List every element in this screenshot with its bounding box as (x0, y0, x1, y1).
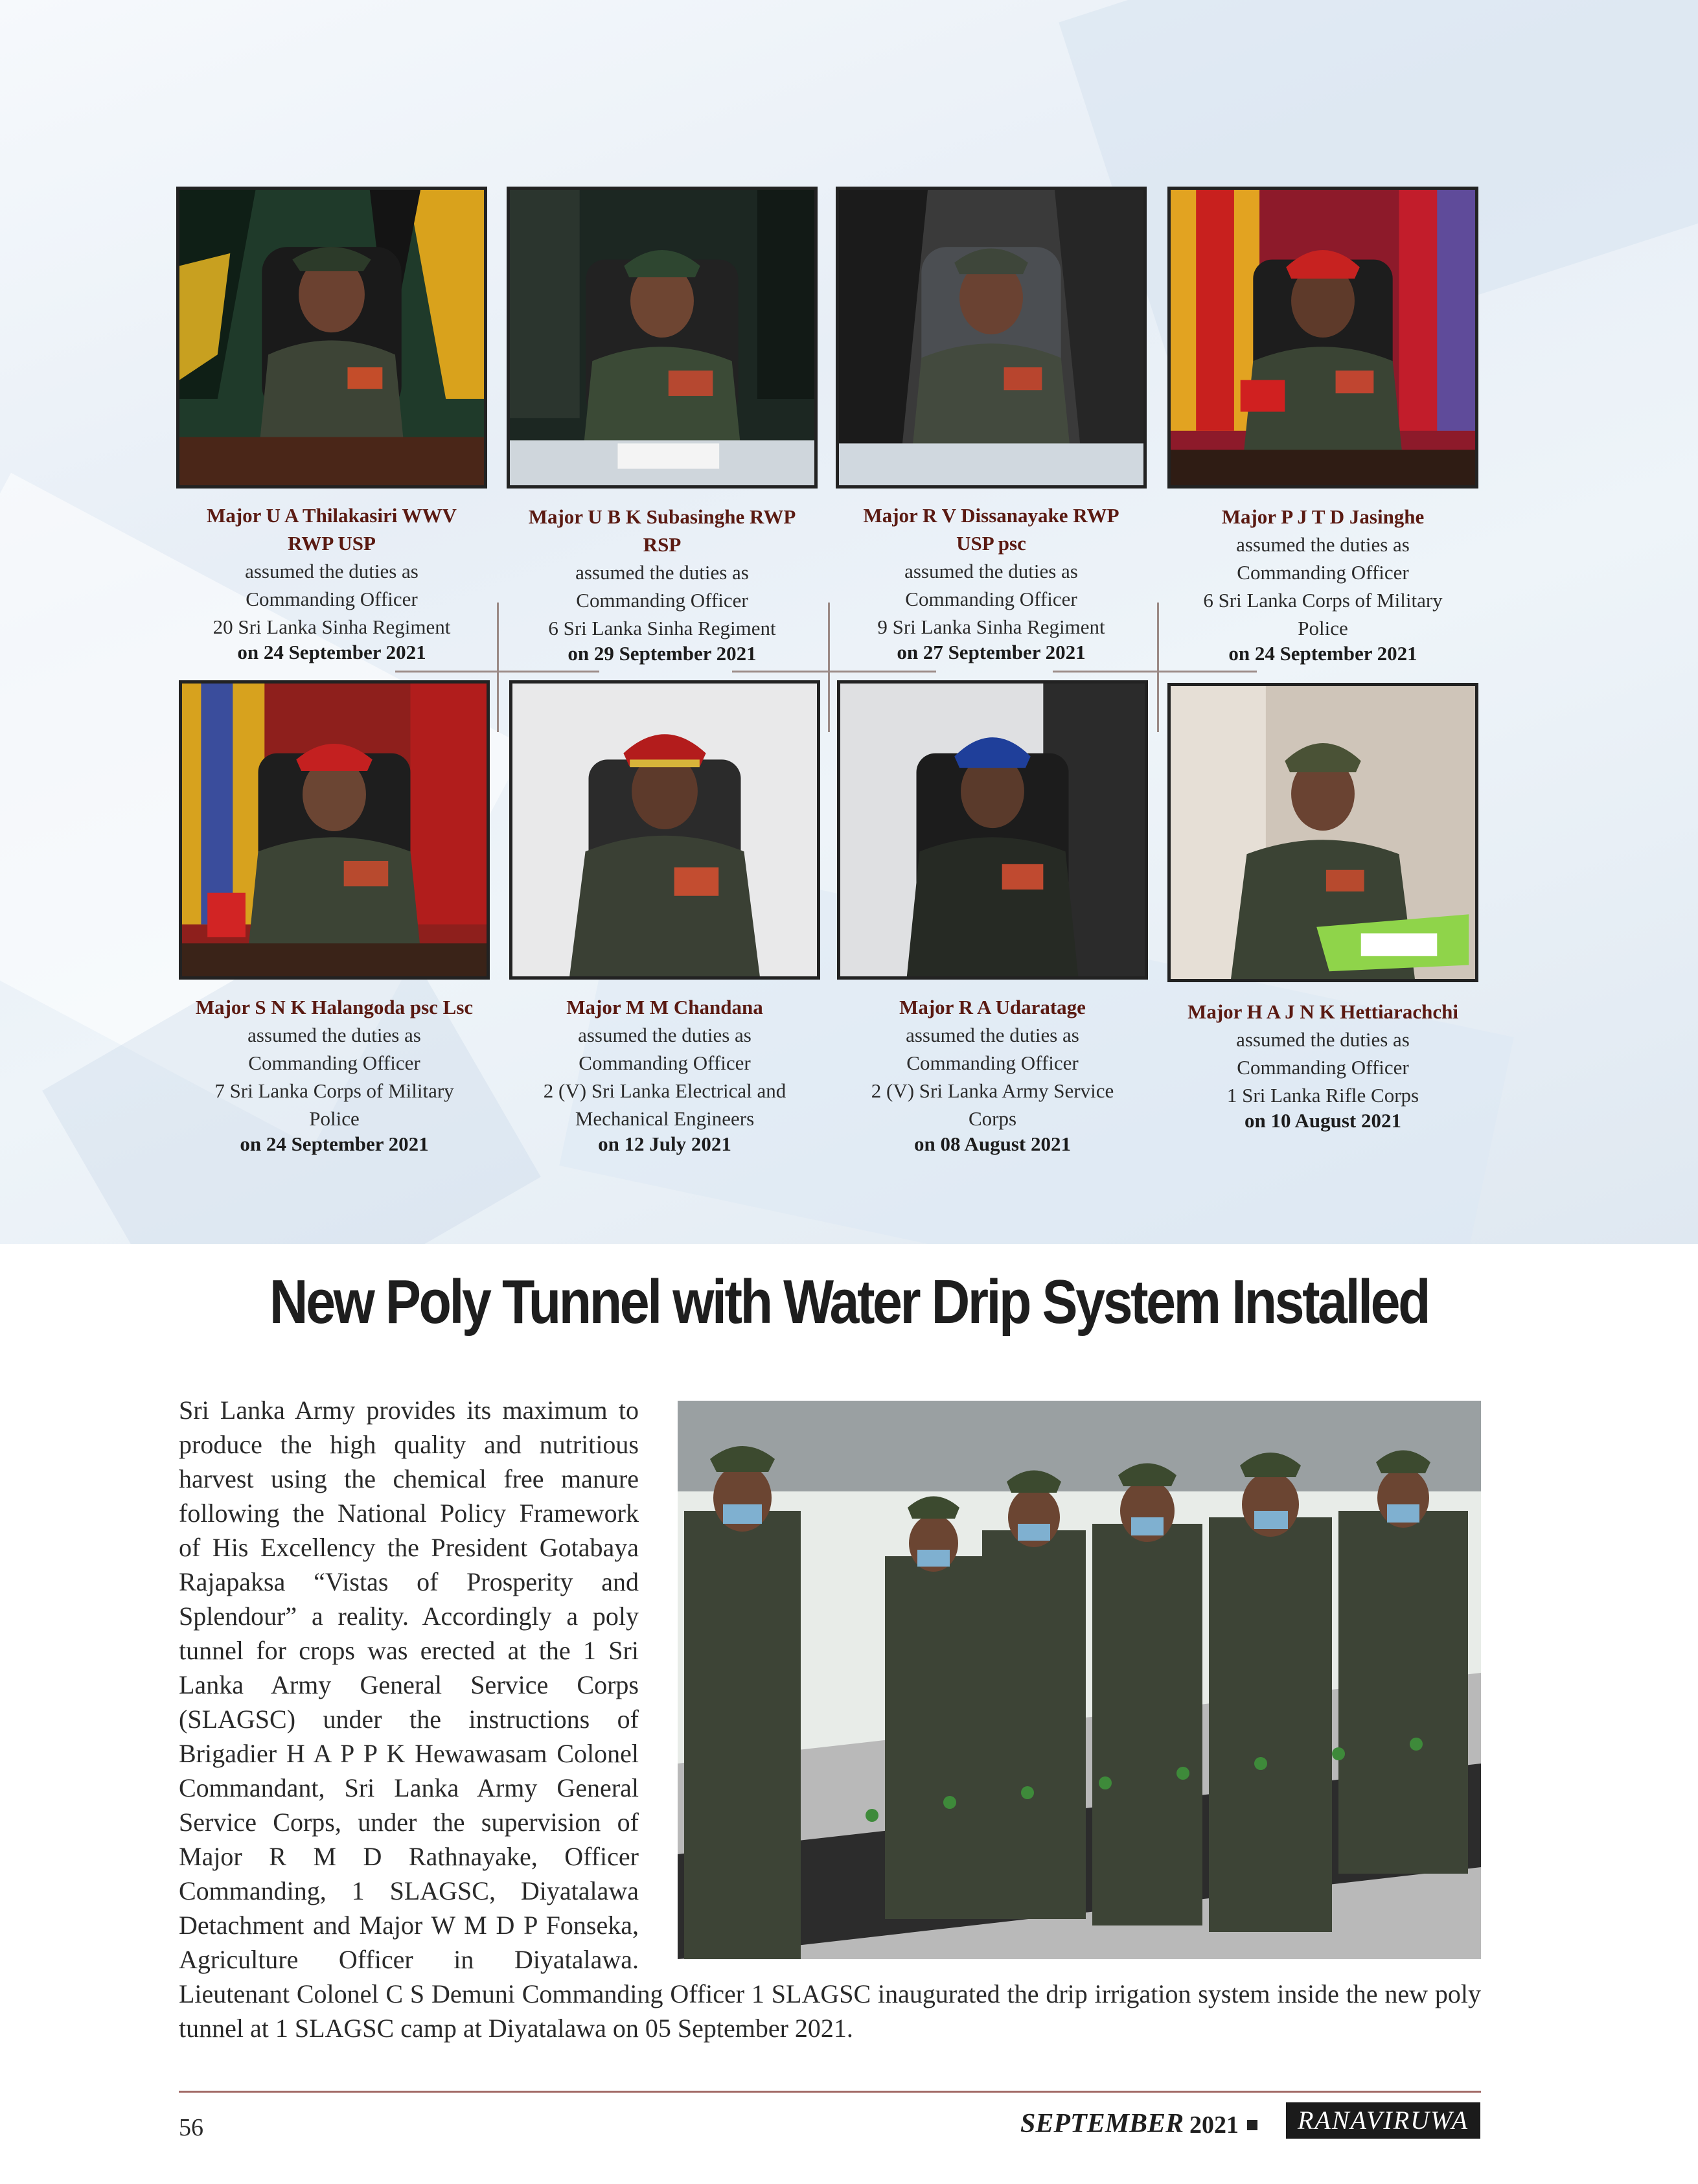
appointment-date: on 27 September 2021 (897, 641, 1086, 663)
officer-caption-2: Major U B K Subasinghe RWP RSP assumed the duties as Commanding Officer 6 Sri Lanka Sinha Regiment on 29 September 2021 (513, 503, 811, 665)
grid-divider (828, 603, 830, 732)
officer-name-cont: RSP (643, 533, 682, 556)
officer-caption-3: Major R V Dissanayake RWP USP psc assumed the duties as Commanding Officer 9 Sri Lanka Sinha Regiment on 27 September 2021 (842, 501, 1140, 664)
appointment-date: on 10 August 2021 (1244, 1109, 1402, 1132)
officer-caption-4: Major P J T D Jasinghe assumed the duties as Commanding Officer 6 Sri Lanka Corps of Military Police on 24 September 2021 (1174, 503, 1472, 665)
grid-divider (395, 671, 599, 672)
officer-photo-7 (837, 680, 1148, 980)
officer-caption-5: Major S N K Halangoda psc Lsc assumed the duties as Commanding Officer 7 Sri Lanka Corps of Military Police on 24 September 2021 (185, 993, 483, 1156)
officer-caption-1: Major U A Thilakasiri WWV RWP USP assumed the duties as Commanding Officer 20 Sri Lanka Sinha Regiment on 24 September 2021 (183, 501, 481, 664)
article-body (179, 1393, 1481, 2045)
appointment-date: on 24 September 2021 (237, 641, 426, 663)
officer-photo-4 (1167, 187, 1478, 489)
article-text: Sri Lanka Army provides its maximum to produce the high quality and nutritious harvest using the chemical free manure following the National Policy Framework of His Excellency the President Gotabaya Rajapaksa “Vistas of Prosperity and Splendour” a reality. Accordingly a poly tunnel for crops was erected at the 1 Sri Lanka Army General Service Corps (SLAGSC) under the instructions of Brigadier H A P P K Hewawasam Colonel Commandant, Sri Lanka Army General Service Corps, under the supervision of Major R M D Rathnayake, Officer Commanding, 1 SLAGSC, Diyatalawa Detachment and Major W M D P Fonseka, Agriculture Officer in Diyatalawa. Lieutenant Colonel C S Demuni Commanding Officer 1 SLAGSC inaugurated the drip irrigation system inside the new poly tunnel at 1 SLAGSC camp at Diyatalawa on 05 September 2021. (179, 1396, 1481, 2043)
officer-name: Major U B K Subasinghe RWP (528, 505, 796, 528)
footer-bullet (1247, 2120, 1257, 2130)
officer-name: Major R A Udaratage (899, 996, 1086, 1018)
appointment-date: on 12 July 2021 (598, 1132, 731, 1155)
appointment-date: on 24 September 2021 (240, 1132, 429, 1155)
poly-tunnel-photo (678, 1401, 1481, 1959)
grid-divider (1157, 603, 1159, 732)
magazine-name: RANAVIRUWA (1286, 2102, 1480, 2139)
officer-photo-3 (836, 187, 1147, 489)
officer-name: Major H A J N K Hettiarachchi (1187, 1000, 1458, 1023)
appointment-date: on 08 August 2021 (913, 1132, 1072, 1155)
officer-photo-5 (179, 680, 490, 980)
officer-photo-8 (1167, 683, 1478, 982)
officer-name-cont: USP psc (956, 532, 1026, 555)
grid-divider (732, 671, 936, 672)
issue-year: 2021 (1189, 2111, 1239, 2139)
grid-divider (497, 603, 499, 732)
officer-name: Major P J T D Jasinghe (1221, 505, 1425, 528)
footer-rule (179, 2091, 1481, 2093)
appointment-date: on 24 September 2021 (1228, 642, 1417, 665)
officer-name-cont: RWP USP (288, 532, 376, 555)
officer-photo-6 (509, 680, 820, 980)
officer-name: Major U A Thilakasiri WWV (207, 504, 457, 527)
officer-photo-2 (507, 187, 818, 489)
officer-name: Major M M Chandana (566, 996, 763, 1018)
page-number: 56 (179, 2114, 203, 2141)
officer-caption-8: Major H A J N K Hettiarachchi assumed the duties as Commanding Officer 1 Sri Lanka Rifle Corps on 10 August 2021 (1174, 998, 1472, 1132)
grid-divider (1053, 671, 1257, 672)
article-headline: New Poly Tunnel with Water Drip System Installed (269, 1267, 1429, 1337)
officer-photo-1 (176, 187, 487, 489)
officer-caption-6: Major M M Chandana assumed the duties as Commanding Officer 2 (V) Sri Lanka Electrical and Mechanical Engineers on 12 July 2021 (516, 993, 814, 1156)
officer-name: Major S N K Halangoda psc Lsc (195, 996, 474, 1018)
officer-name: Major R V Dissanayake RWP (863, 504, 1119, 527)
appointment-date: on 29 September 2021 (568, 642, 757, 665)
issue-month: SEPTEMBER (1020, 2109, 1184, 2139)
officer-caption-7: Major R A Udaratage assumed the duties as Commanding Officer 2 (V) Sri Lanka Army Service Corps on 08 August 2021 (843, 993, 1142, 1156)
